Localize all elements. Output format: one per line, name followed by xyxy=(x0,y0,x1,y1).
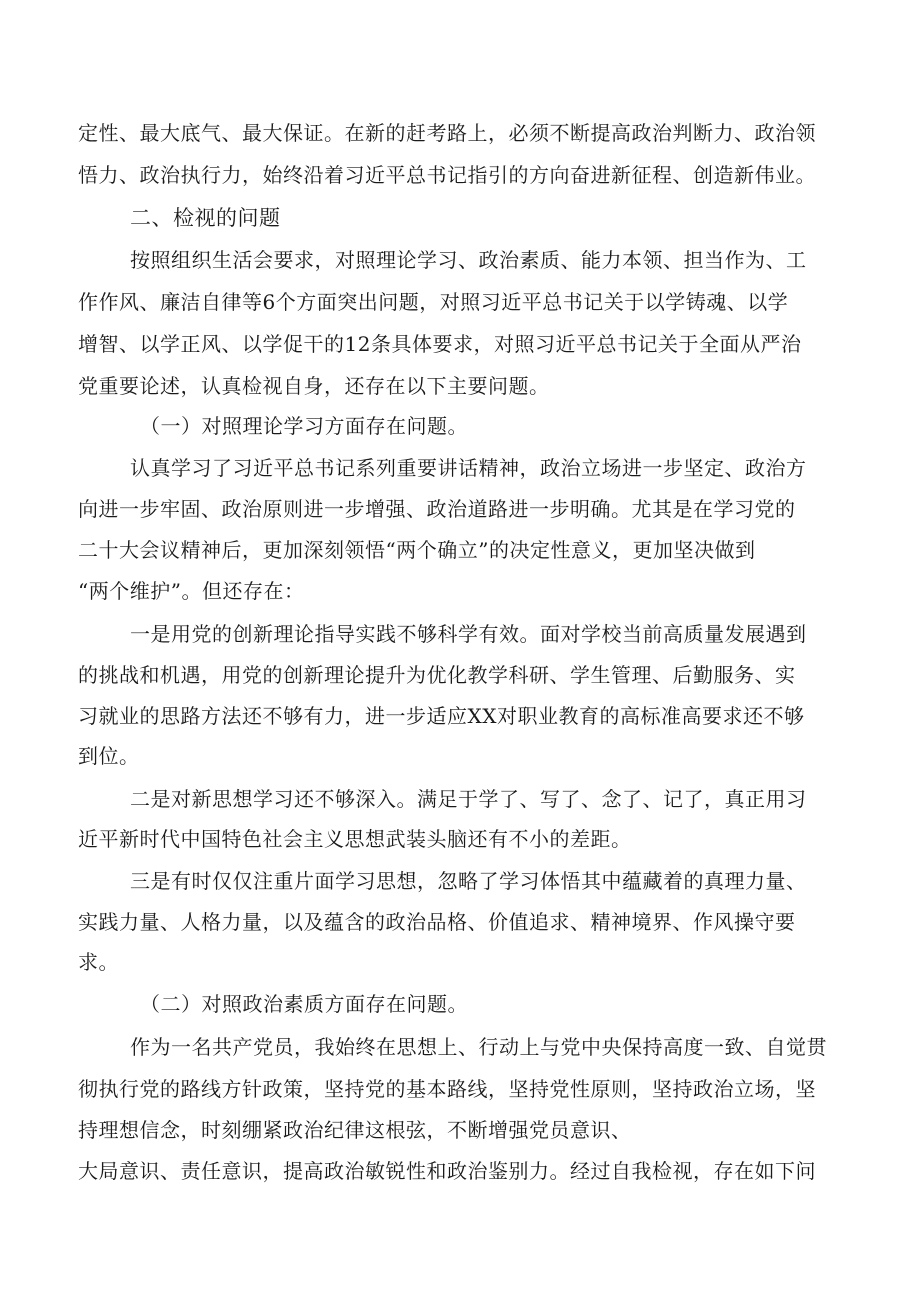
paragraph-line: 彻执行党的路线方针政策，坚持党的基本路线，坚持党性原则，坚持政治立场，坚 xyxy=(78,1077,816,1101)
paragraph-line: 习就业的思路方法还不够有力，进一步适应XX对职业教育的高标准高要求还不够 xyxy=(78,704,805,728)
subsection-heading: （一）对照理论学习方面存在问题。 xyxy=(140,414,468,438)
paragraph-line: 三是有时仅仅注重片面学习思想，忽略了学习体悟其中蕴藏着的真理力量、 xyxy=(130,869,807,893)
paragraph-line: 持理想信念，时刻绷紧政治纪律这根弦，不断增强党员意识、 xyxy=(78,1118,632,1142)
paragraph-line: 大局意识、责任意识，提高政治敏锐性和政治鉴别力。经过自我检视，存在如下问 xyxy=(78,1159,816,1183)
paragraph-line: 按照组织生活会要求，对照理论学习、政治素质、能力本领、担当作为、工 xyxy=(130,248,807,272)
paragraph-line: 二十大会议精神后，更加深刻领悟“两个确立”的决定性意义，更加坚决做到 xyxy=(78,538,756,562)
section-heading: 二、检视的问题 xyxy=(130,206,281,230)
paragraph-line: 求。 xyxy=(78,950,119,974)
paragraph-line: 实践力量、人格力量，以及蕴含的政治品格、价值追求、精神境界、作风操守要 xyxy=(78,910,796,934)
paragraph-line: 党重要论述，认真检视自身，还存在以下主要问题。 xyxy=(78,374,550,398)
paragraph-line: 到位。 xyxy=(78,744,140,768)
paragraph-line: 一是用党的创新理论指导实践不够科学有效。面对学校当前高质量发展遇到 xyxy=(130,622,807,646)
paragraph-line: 近平新时代中国特色社会主义思想武装头脑还有不小的差距。 xyxy=(78,827,632,851)
paragraph-line: “两个维护”。但还存在： xyxy=(78,579,305,603)
paragraph-line: 定性、最大底气、最大保证。在新的赶考路上，必须不断提高政治判断力、政治领 xyxy=(78,121,816,145)
paragraph-line: 作为一名共产党员，我始终在思想上、行动上与党中央保持高度一致、自觉贯 xyxy=(130,1035,827,1059)
paragraph-line: 增智、以学正风、以学促干的12条具体要求，对照习近平总书记关于全面从严治 xyxy=(78,332,802,356)
paragraph-line: 作作风、廉洁自律等6个方面突出问题，对照习近平总书记关于以学铸魂、以学 xyxy=(78,290,789,314)
subsection-heading: （二）对照政治素质方面存在问题。 xyxy=(140,992,468,1016)
paragraph-line: 悟力、政治执行力，始终沿着习近平总书记指引的方向奋进新征程、创造新伟业。 xyxy=(78,163,816,187)
paragraph-line: 认真学习了习近平总书记系列重要讲话精神，政治立场进一步坚定、政治方 xyxy=(130,456,807,480)
paragraph-line: 的挑战和机遇，用党的创新理论提升为优化教学科研、学生管理、后勤服务、实 xyxy=(78,663,796,687)
paragraph-line: 二是对新思想学习还不够深入。满足于学了、写了、念了、记了，真正用习 xyxy=(130,787,807,811)
paragraph-line: 向进一步牢固、政治原则进一步增强、政治道路进一步明确。尤其是在学习党的 xyxy=(78,497,796,521)
